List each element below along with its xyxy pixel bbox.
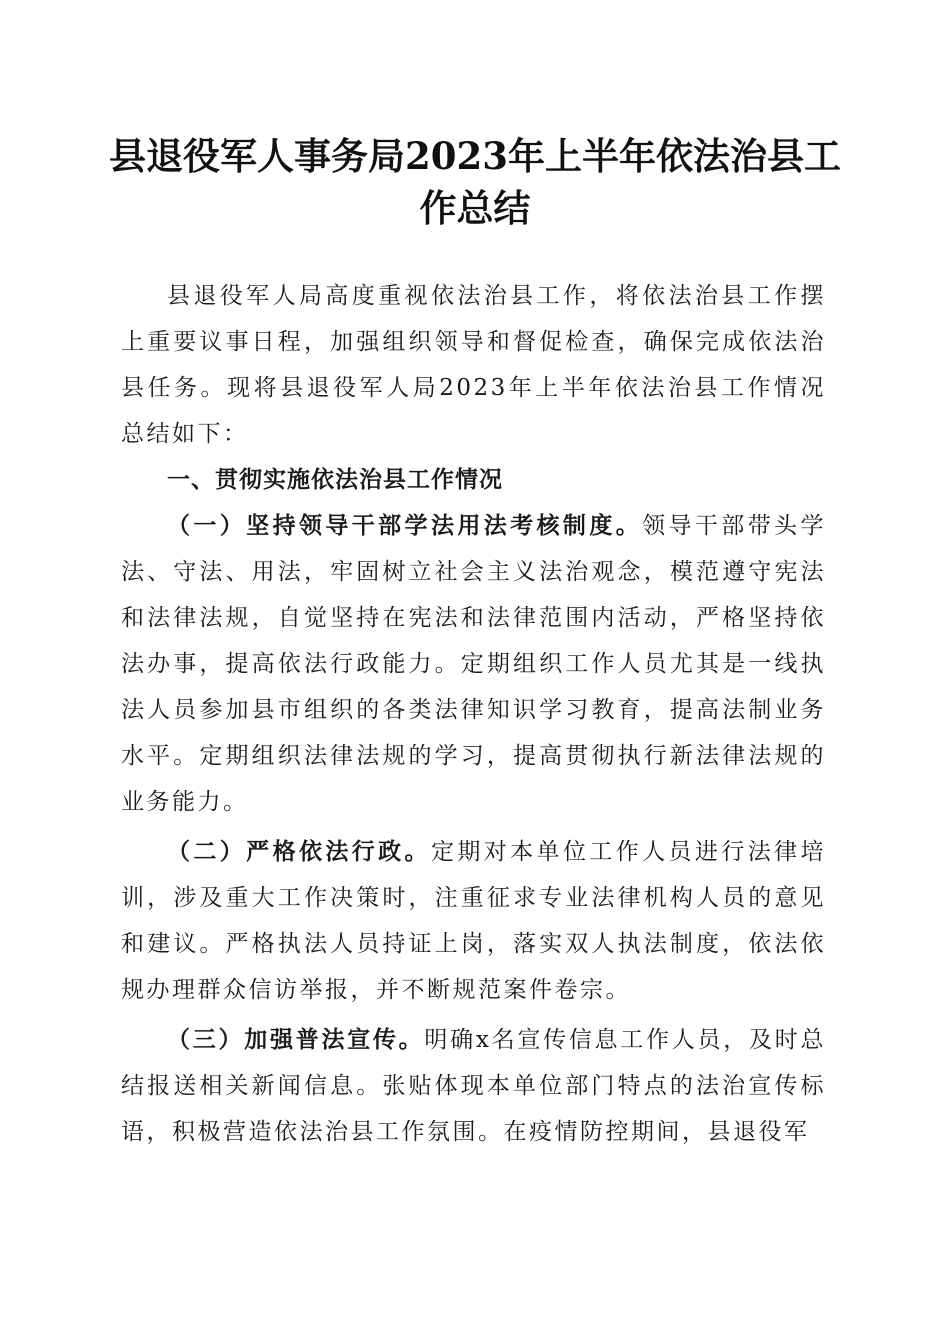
item-lead: （二）严格依法行政。 [167,838,431,865]
item-paragraph [121,829,826,1013]
item-lead: （一）坚持领导干部学法用法考核制度。 [167,512,643,539]
title-line-2: 作总结 [419,186,531,230]
item-text: 明确x名宣传信息工作人员，及时总结报送相关新闻信息。张贴体现本单位部门特点的法治宣传标语，积极营造依法治县工作氛围。在疫情防控期间，县退役军 [121,1027,826,1145]
item-lead: （三）加强普法宣传。 [167,1026,425,1053]
document-title [100,130,850,234]
document-body [121,273,826,1155]
item-paragraph [121,503,826,825]
intro-paragraph: 县退役军人局高度重视依法治县工作，将依法治县工作摆上重要议事日程，加强组织领导和督促检查，确保完成依法治县任务。现将县退役军人局2023年上半年依法治县工作情况总结如下： [121,283,826,447]
item-text: 定期对本单位工作人员进行法律培训，涉及重大工作决策时，注重征求专业法律机构人员的意见和建议。严格执法人员持证上岗，落实双人执法制度，依法依规办理群众信访举报，并不断规范案件卷宗。 [121,839,827,1003]
item-text: 领导干部带头学法、守法、用法，牢固树立社会主义法治观念，模范遵守宪法和法律法规，自觉坚持在宪法和法律范围内活动，严格坚持依法办事，提高依法行政能力。定期组织工作人员尤其是一线执法人员参加县市组织的各类法律知识学习教育，提高法制业务水平。定期组织法律法规的学习，提高贯彻执行新法律法规的业务能力。 [121,513,827,815]
item-paragraph [121,1017,826,1155]
title-line-1: 县退役军人事务局2023年上半年依法治县工 [109,134,841,178]
section-heading: 一、贯彻实施依法治县工作情况 [167,467,503,493]
